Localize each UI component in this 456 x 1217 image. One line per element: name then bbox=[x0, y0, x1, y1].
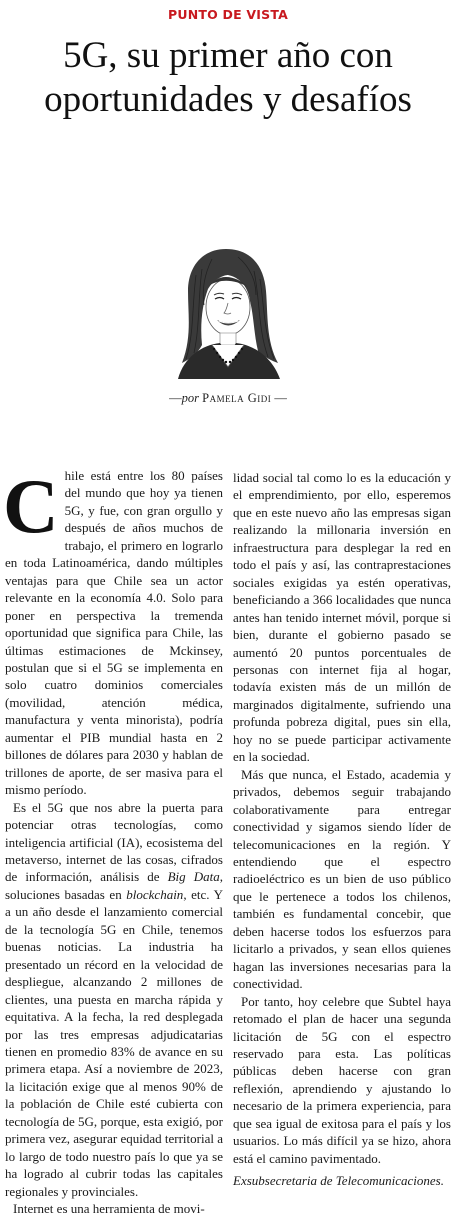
author-signoff: Exsubsecretaria de Telecomunicaciones. bbox=[233, 1173, 444, 1189]
column-left bbox=[3, 463, 223, 1217]
article-headline: 5G, su primer año con oportunidades y desafíos bbox=[44, 35, 412, 120]
byline-dash-close: — bbox=[274, 391, 287, 405]
paragraph-2 bbox=[5, 799, 223, 1200]
section-label: PUNTO DE VISTA bbox=[168, 7, 288, 22]
drop-cap: C bbox=[3, 463, 59, 549]
paragraph-2-emphasis-2: blockchain bbox=[126, 886, 184, 902]
paragraph-3-start: Internet es una herramienta de movi- bbox=[13, 1201, 205, 1217]
paragraph-2-text-c: , etc. Y a un año desde el lanzamiento comercial de la tecnología 5G en Chile, tenemos buenas noticias. La industria ha presentado un récord en la velocidad de despliegue, alcanzando 2 millones de clientes, una puesta en marcha rápida y equitativa. A la fecha, la red desplegada por las tres empresas adjudicatarias tienen en promedio 83% de avance en su primera etapa. Así a noviembre de 2023, la licitación exige que al menos 90% de la población de Chile esté cubierta con tecnología de 5G, porque, esta exigió, por primera vez, asegurar equidad territorial a lo largo de todo nuestro país lo que ya se ha logrado al cubrir todas las capitales regionales y provinciales. bbox=[5, 886, 223, 1199]
paragraph-2-emphasis-1: Big Data bbox=[167, 869, 220, 885]
paragraph-4: Más que nunca, el Estado, academia y privados, debemos seguir trabajando colaborativamente para entregar conectividad y sigamos siendo líder de telecomunicaciones en la región. Y entendiendo que el espectro radioeléctrico es un bien de uso público que le pertenece a todos los chilenos, también es fundamental concebir, que deben hacerse todos los esfuerzos para licitarlo a privados, y sean ellos quienes hagan las inversiones necesarias para la conectividad. bbox=[233, 766, 451, 992]
author-name: Pamela Gidi bbox=[202, 391, 272, 405]
column-right bbox=[233, 469, 451, 1190]
paragraph-1 bbox=[3, 463, 223, 799]
byline-prefix: por bbox=[181, 391, 199, 405]
paragraph-5: Por tanto, hoy celebre que Subtel haya retomado el plan de hacer una segunda licitación de 5G con el espectro reservado para esta. Las políticas públicas deben hacerse con gran reflexión, aprendiendo y ajustando lo necesario de la primera experiencia, para que sea igual de exitosa para el país y los usuarios. Lo más difícil ya se hizo, ahora está el camino pavimentado. bbox=[233, 993, 451, 1166]
author-portrait-illustration bbox=[168, 245, 288, 379]
paragraph-3-continued: lidad social tal como lo es la educación y el emprendimiento, por ello, esperemos que en este nuevo año las empresas sigan realizando la millonaria inversión en infraestructura para desplegar la red en todo el país y así, las contraprestaciones sociales exigidas ya estén operativas, beneficiando a 366 localidades que nunca antes han tenido internet móvil, porque si bien, durante el gobierno pasado se aumentó 20 puntos porcentuales de personas con internet fija al hogar, todavía existen más de un millón de marginados digitalmente, sufriendo una profunda pobreza digital, pues sin ella, hoy no se puede participar activamente en la sociedad. bbox=[233, 470, 451, 765]
author-byline bbox=[0, 391, 456, 406]
paragraph-1-text: hile está entre los 80 países del mundo que hoy ya tienen 5G, y fue, con gran orgullo y después de años muchos de trabajo, el primero en lograrlo en toda Latinoamérica, dando múltiples ventajas para que Chile sea un actor relevante en la economía 4.0. Solo para poner en perspectiva la tremenda oportunidad que significa para Chile, las últimas estimaciones de Mckinsey, postulan que si el 5G se implementa en solo cuatro dominios comerciales (movilidad, atención médica, manufactura y venta minorista), podría aumentar el PIB mundial hasta en 2 billones de dólares para 2030 y hablan de trillones de aporte, de ser masiva para el mismo período. bbox=[5, 468, 223, 798]
paragraph-2-text-a: Es el 5G que nos abre la puerta para potenciar otras tecnologías, como inteligencia artificial (IA), ecosistema del metaverso, internet de las cosas, cifrados de información, análisis de bbox=[5, 799, 223, 885]
byline-dash-open: — bbox=[169, 391, 182, 405]
paragraph-2-text-b: , soluciones basadas en bbox=[5, 869, 223, 902]
